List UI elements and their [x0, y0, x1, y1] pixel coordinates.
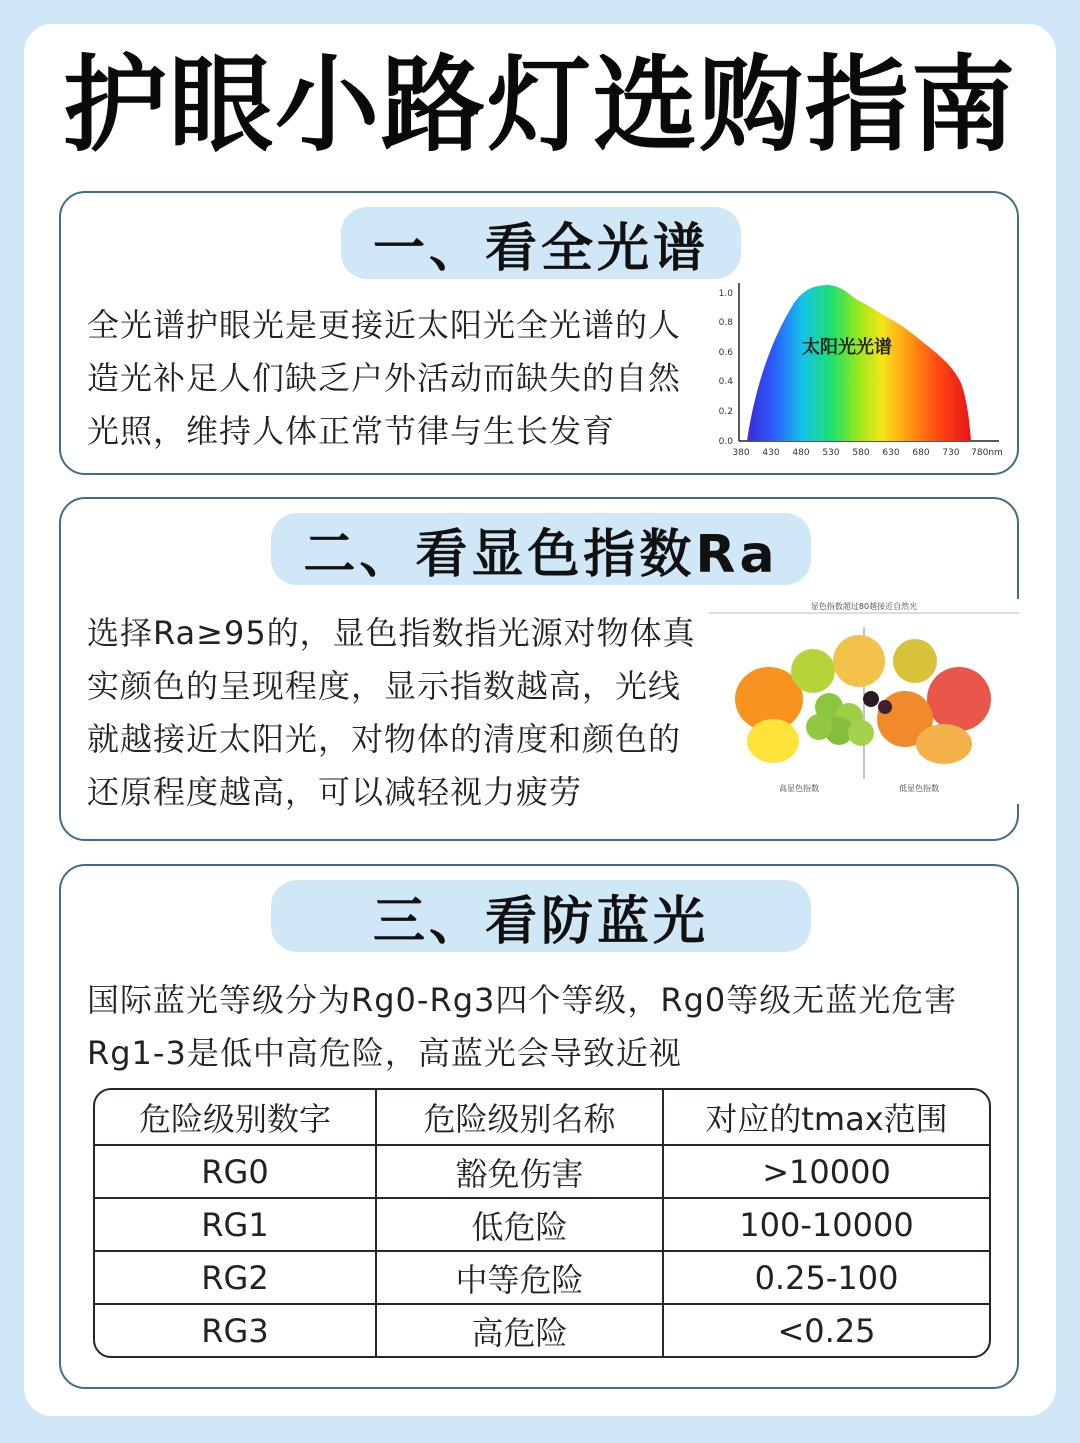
apple-fruit: [791, 649, 835, 693]
table-cell: 0.25-100: [664, 1252, 989, 1305]
section-heading-spectrum: 一、看全光谱: [341, 207, 741, 279]
y-tick: 0.2: [718, 407, 733, 417]
section-blue-light: [59, 864, 1019, 1389]
x-tick: 630: [882, 448, 900, 458]
y-tick: 0.6: [718, 348, 733, 358]
red-apple-fruit: [927, 667, 991, 731]
table-cell: 100-10000: [664, 1199, 989, 1252]
table-cell: 豁免伤害: [377, 1146, 664, 1199]
y-tick: 0.8: [718, 318, 733, 328]
fruit-right-caption: 低显色指数: [899, 784, 939, 793]
grapefruit-fruit: [833, 635, 885, 687]
table-row: [95, 1199, 989, 1252]
x-tick: 680: [912, 448, 930, 458]
table-row: [95, 1146, 989, 1199]
dark-grape: [863, 691, 879, 707]
grape: [806, 714, 832, 740]
table-cell: RG2: [95, 1252, 377, 1305]
table-cell: 低危险: [377, 1199, 664, 1252]
y-tick: 0.4: [718, 377, 733, 387]
section-heading-blue-light: 三、看防蓝光: [271, 880, 811, 952]
x-tick: 430: [762, 448, 780, 458]
spectrum-description: 全光谱护眼光是更接近太阳光全光谱的人造光补足人们缺乏户外活动而缺失的自然光照，维持人体正常节律与生长发育: [87, 306, 682, 450]
dark-grape: [878, 700, 892, 714]
page-title: 护眼小路灯选购指南: [62, 44, 1017, 166]
section-color-rendering: [59, 497, 1019, 841]
table-cell: RG1: [95, 1199, 377, 1252]
peach-fruit: [916, 724, 972, 764]
table-cell: <0.25: [777, 1311, 876, 1350]
x-tick: 580: [852, 448, 870, 458]
table-cell: 中等危险: [377, 1252, 664, 1305]
fruit-left-caption: 高显色指数: [779, 784, 819, 793]
x-tick: 780nm: [971, 448, 1003, 458]
table-header-cell: 对应的tmax范围: [664, 1090, 989, 1146]
x-tick: 530: [822, 448, 840, 458]
table-header-row: [95, 1090, 989, 1146]
table-cell: RG3: [95, 1305, 377, 1356]
table-cell: RG0: [95, 1146, 377, 1199]
pear-fruit: [893, 639, 937, 683]
x-tick: 480: [792, 448, 810, 458]
grape: [848, 720, 874, 746]
section-full-spectrum: [59, 191, 1019, 475]
y-tick: 1.0: [718, 289, 733, 299]
table-row: [95, 1305, 989, 1356]
table-header-cell: 危险级别数字: [95, 1090, 377, 1146]
table-row: [95, 1252, 989, 1305]
table-cell: >10000: [664, 1146, 989, 1199]
x-tick: 380: [732, 448, 750, 458]
table-header-cell: 危险级别名称: [377, 1090, 664, 1146]
fruit-comparison-image: [709, 599, 1019, 804]
section-heading-ra: 二、看显色指数Ra: [271, 513, 811, 585]
y-tick: 0.0: [718, 437, 733, 447]
ra-description: 选择Ra≥95的，显色指数指光源对物体真实颜色的呈现程度，显示指数越高，光线就越接近太阳光，对物体的清度和颜色的还原程度越高，可以减轻视力疲劳: [87, 614, 696, 811]
lemon-fruit: [747, 719, 799, 763]
sunlight-spectrum-chart: [709, 273, 1009, 463]
fruit-top-caption: 显色指数超过80越接近自然光: [810, 602, 918, 611]
blue-light-table: [93, 1088, 991, 1358]
table-cell: 高危险: [377, 1305, 664, 1356]
spectrum-area: [747, 285, 971, 441]
x-tick: 730: [942, 448, 960, 458]
spectrum-label: 太阳光光谱: [802, 337, 892, 358]
blue-light-description: 国际蓝光等级分为Rg0-Rg3四个等级，Rg0等级无蓝光危害Rg1-3是低中高危险，高蓝光会导致近视: [87, 981, 958, 1072]
